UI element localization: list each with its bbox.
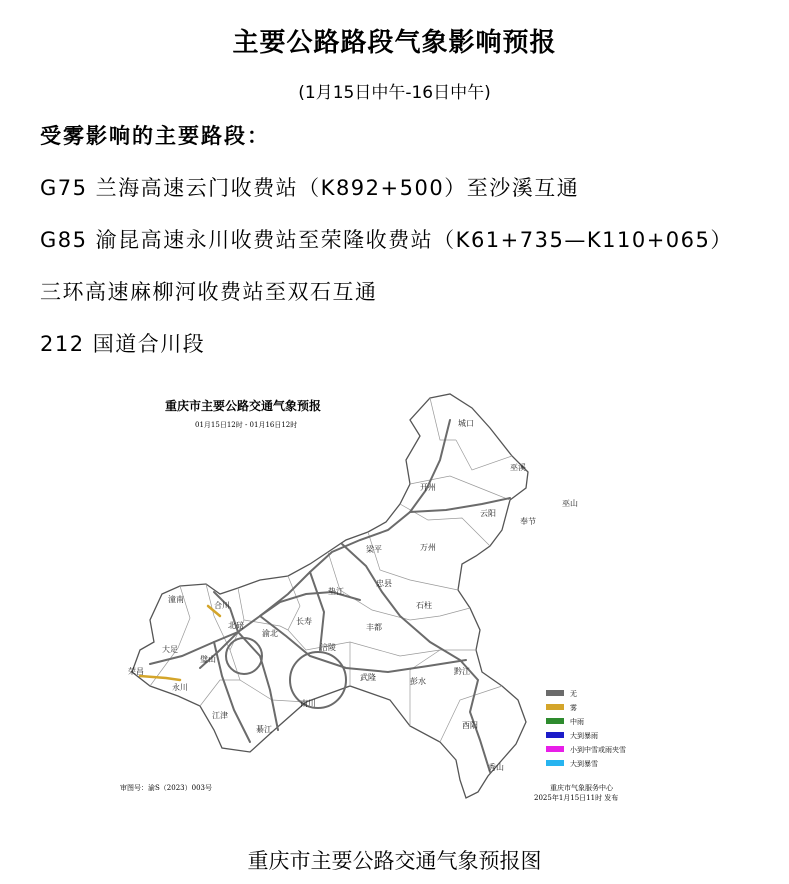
legend-swatch bbox=[546, 704, 564, 710]
place-label: 涪陵 bbox=[320, 643, 336, 652]
place-label: 奉节 bbox=[520, 517, 536, 526]
legend-label: 大到暴雨 bbox=[570, 732, 598, 740]
road-item: 212 国道合川段 bbox=[40, 332, 206, 356]
place-label: 巫山 bbox=[562, 499, 578, 508]
place-label: 石柱 bbox=[416, 601, 432, 610]
publisher: 重庆市气象服务中心 bbox=[550, 784, 613, 792]
section-heading: 受雾影响的主要路段： bbox=[40, 124, 270, 148]
map-legend bbox=[546, 690, 626, 768]
place-label: 北碚 bbox=[228, 621, 244, 630]
place-label: 彭水 bbox=[410, 677, 426, 686]
place-label: 城口 bbox=[458, 419, 474, 428]
place-label: 江津 bbox=[212, 711, 228, 720]
place-label: 丰都 bbox=[366, 623, 382, 632]
place-label: 垫江 bbox=[328, 587, 344, 596]
map-caption: 重庆市主要公路交通气象预报图 bbox=[247, 849, 542, 873]
legend-swatch bbox=[546, 732, 564, 738]
legend-label: 中雨 bbox=[570, 718, 584, 726]
place-label: 荣昌 bbox=[128, 667, 144, 676]
road-item: G75 兰海高速云门收费站（K892+500）至沙溪互通 bbox=[40, 176, 580, 200]
map-title: 重庆市主要公路交通气象预报 bbox=[165, 399, 322, 413]
place-label: 渝北 bbox=[262, 629, 278, 638]
place-label: 万州 bbox=[420, 543, 436, 552]
legend-swatch bbox=[546, 718, 564, 724]
road-item: G85 渝昆高速永川收费站至荣隆收费站（K61+735—K110+065） bbox=[40, 228, 733, 252]
place-label: 永川 bbox=[172, 683, 188, 692]
place-label: 云阳 bbox=[480, 509, 496, 518]
approval-number: 审图号：渝S（2023）003号 bbox=[120, 784, 212, 792]
legend-label: 雾 bbox=[570, 704, 577, 712]
forecast-period: (1月15日中午-16日中午) bbox=[298, 83, 491, 103]
place-label: 合川 bbox=[214, 601, 230, 610]
page-title: 主要公路路段气象影响预报 bbox=[232, 28, 557, 58]
legend-swatch bbox=[546, 746, 564, 752]
place-label: 秀山 bbox=[488, 763, 504, 772]
place-label: 潼南 bbox=[168, 595, 184, 604]
place-label: 璧山 bbox=[200, 655, 216, 664]
legend-swatch bbox=[546, 760, 564, 766]
place-label: 长寿 bbox=[296, 617, 312, 626]
legend-swatch bbox=[546, 690, 564, 696]
place-label: 武隆 bbox=[360, 673, 376, 682]
place-label: 忠县 bbox=[376, 579, 392, 588]
place-label: 梁平 bbox=[366, 545, 382, 554]
place-label: 綦江 bbox=[256, 725, 272, 734]
region-outline bbox=[132, 394, 528, 798]
place-label: 黔江 bbox=[454, 667, 470, 676]
place-label: 巫溪 bbox=[510, 463, 526, 472]
legend-label: 无 bbox=[570, 690, 577, 698]
map-time-range: 01月15日12时 - 01月16日12时 bbox=[195, 421, 298, 429]
place-label: 开州 bbox=[420, 483, 436, 492]
place-label: 大足 bbox=[162, 645, 178, 654]
place-label: 南川 bbox=[300, 699, 316, 708]
place-label: 酉阳 bbox=[462, 721, 478, 730]
road-item: 三环高速麻柳河收费站至双石互通 bbox=[40, 280, 378, 304]
chongqing-road-map bbox=[110, 380, 670, 810]
legend-label: 小到中雪或雨夹雪 bbox=[570, 746, 626, 754]
legend-label: 大到暴雪 bbox=[570, 760, 598, 768]
publish-time: 2025年1月15日11时 发布 bbox=[534, 794, 619, 802]
